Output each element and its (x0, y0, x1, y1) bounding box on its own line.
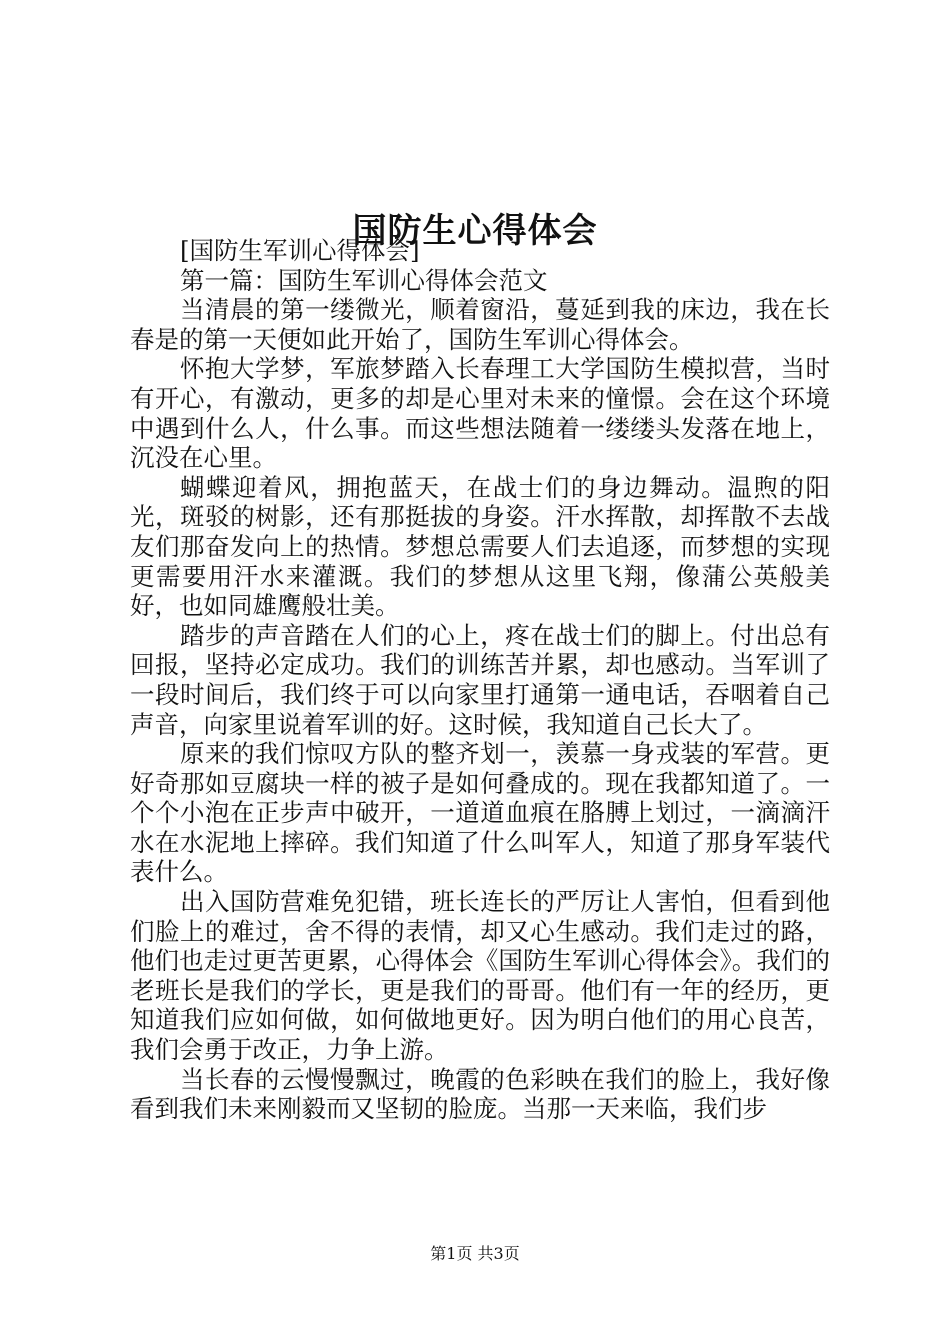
paragraph: 出入国防营难免犯错，班长连长的严厉让人害怕，但看到他们脸上的难过，舍不得的表情，却又心生感动。我们走过的路，他们也走过更苦更累，心得体会《国防生军训心得体会》。我们的老班长是我们的学长，更是我们的哥哥。他们有一年的经历，更知道我们应如何做，如何做地更好。因为明白他们的用心良苦，我们会勇于改正，力争上游。 (130, 887, 830, 1065)
document-title: 国防生心得体会 (352, 210, 598, 251)
paragraph: 怀抱大学梦，军旅梦踏入长春理工大学国防生模拟营，当时有开心，有激动，更多的却是心里对未来的憧憬。会在这个环境中遇到什么人，什么事。而这些想法随着一缕缕头发落在地上，沉没在心里。 (130, 354, 830, 473)
paragraph-heading-tag: [国防生军训心得体会] (180, 236, 420, 265)
paragraph: 原来的我们惊叹方队的整齐划一，羡慕一身戎装的军营。更好奇那如豆腐块一样的被子是如何叠成的。现在我都知道了。一个个小泡在正步声中破开，一道道血痕在胳膊上划过，一滴滴汗水在水泥地上摔碎。我们知道了什么叫军人，知道了那身军装代表什么。 (130, 739, 830, 887)
paragraph: 蝴蝶迎着风，拥抱蓝天，在战士们的身边舞动。温煦的阳光，斑驳的树影，还有那挺拔的身姿。汗水挥散，却挥散不去战友们那奋发向上的热情。梦想总需要人们去追逐，而梦想的实现更需要用汗水来灌溉。我们的梦想从这里飞翔，像蒲公英般美好，也如同雄鹰般壮美。 (130, 472, 830, 621)
paragraph-section-title: 第一篇：国防生军训心得体会范文 (180, 265, 548, 295)
page-indicator: 第1页 共3页 (430, 1244, 520, 1263)
paragraph: 当清晨的第一缕微光，顺着窗沿，蔓延到我的床边，我在长春是的第一天便如此开始了，国防生军训心得体会。 (130, 295, 830, 354)
paragraph: 当长春的云慢慢飘过，晚霞的色彩映在我们的脸上，我好像看到我们未来刚毅而又坚韧的脸庞。当那一天来临，我们步 (130, 1064, 830, 1124)
document-body (130, 236, 830, 1124)
paragraph: 踏步的声音踏在人们的心上，疼在战士们的脚上。付出总有回报，坚持必定成功。我们的训练苦并累，却也感动。当军训了一段时间后，我们终于可以向家里打通第一通电话，吞咽着自己声音，向家里说着军训的好。这时候，我知道自己长大了。 (130, 620, 830, 739)
